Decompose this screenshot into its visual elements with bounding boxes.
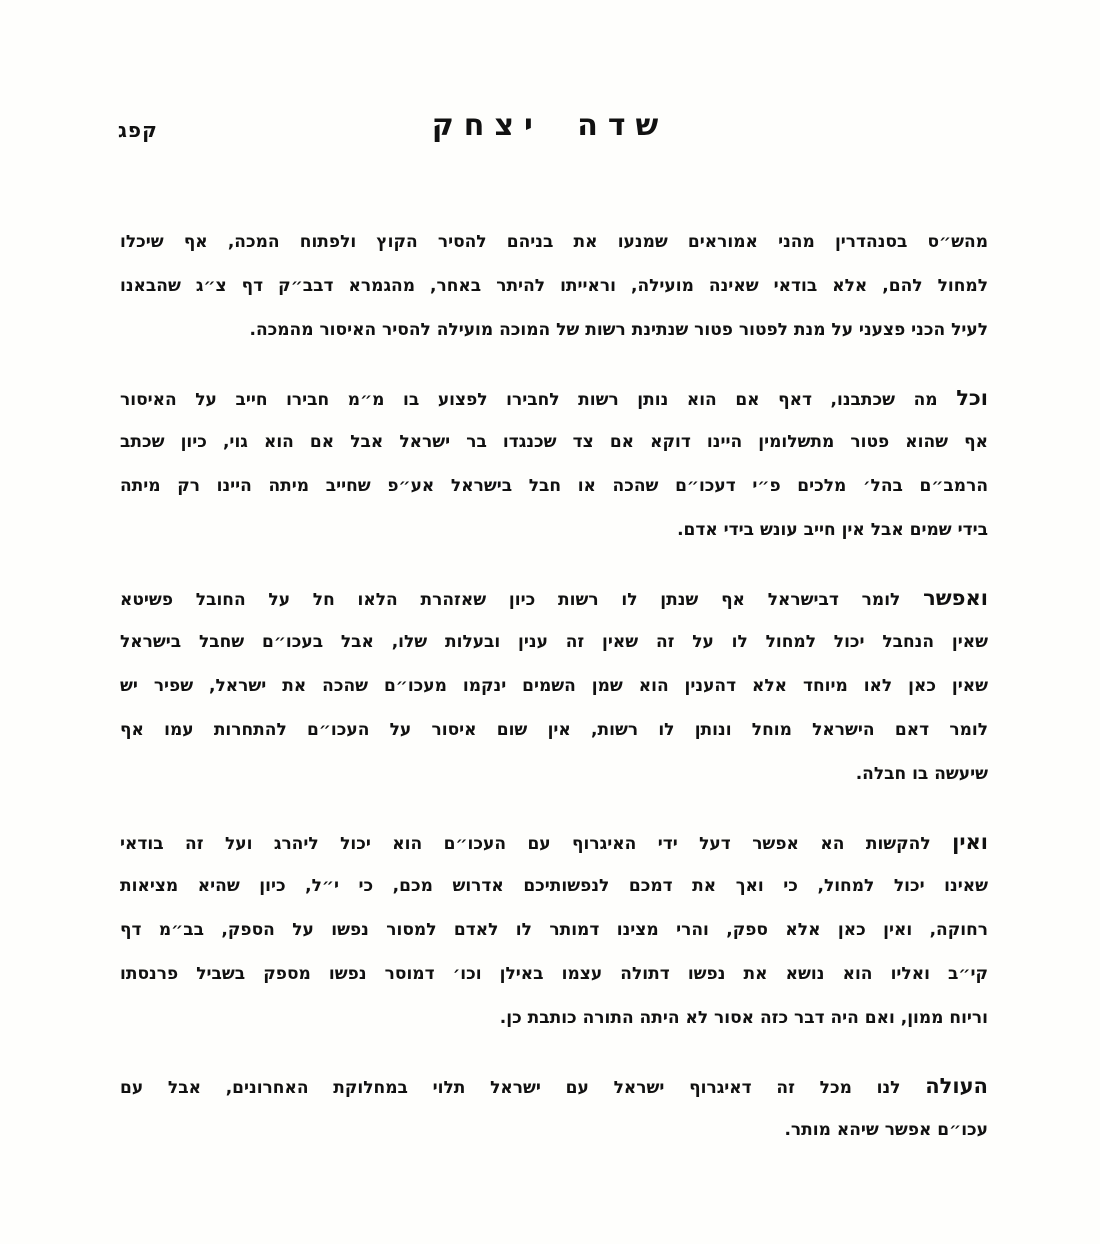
- text-line: בידי שמים אבל אין חייב עונש בידי אדם.: [677, 520, 988, 540]
- opening-word: ואפשר: [923, 586, 988, 610]
- line-text: לנו מכל זה דאיגרוף ישראל עם ישראל תלוי במחלוקת האחרונים, אבל עם: [120, 1078, 926, 1098]
- body-text: [120, 220, 988, 1176]
- paragraph-2: [120, 376, 988, 552]
- text-line: שאין כאן לאו מיוחד אלא דהענין הוא שמן השמים ינקמו מעכו״ם שהכה את ישראל, שפיר יש: [120, 676, 988, 696]
- text-line: הרמב״ם בהל׳ מלכים פ״י דעכו״ם שהכה או חבל בישראל אע״פ שחייב מיתה היינו רק מיתה: [120, 476, 988, 496]
- opening-word: ואין: [952, 830, 988, 854]
- text-line: רחוקה, ואין כאן אלא ספק, והרי מצינו דמותר לו לאדם למסור נפשו על הספק, בב״מ דף: [120, 920, 988, 940]
- paragraph-4: [120, 820, 988, 1040]
- text-line: [120, 820, 988, 864]
- opening-word: העולה: [925, 1074, 988, 1098]
- text-line: לעיל הכני פצעני על מנת לפטור פטור שנתינת רשות של המוכה מועילה להסיר האיסור מהמכה.: [249, 320, 988, 340]
- page-number: קפג: [118, 118, 158, 142]
- text-line: שאין הנחבל יכול למחול לו על זה שאין זה ענין ובעלות שלו, אבל בעכו״ם שחבל בישראל: [120, 632, 988, 652]
- paragraph-5: [120, 1064, 988, 1152]
- text-line: מהש״ס בסנהדרין מהני אמוראים שמנעו את בניהם להסיר הקוץ ולפתוח המכה, אף שיכלו: [120, 232, 988, 252]
- text-line: קי״ב ואליו הוא נושא את נפשו דתולה עצמו באילן וכו׳ דמוסר נפשו מספק בשביל פרנסתו: [120, 964, 988, 984]
- text-line: למחול להם, אלא בודאי שאינה מועילה, וראייתו להיתר באחר, מהגמרא דבב״ק דף צ״ג שהבאנו: [120, 276, 988, 296]
- text-line: לומר דאם הישראל מוחל ונותן לו רשות, אין שום איסור על העכו״ם להתחרות עמו אף: [120, 720, 988, 740]
- text-line: [120, 1064, 988, 1108]
- line-text: לומר דבישראל אף שנתן לו רשות כיון שאזהרת הלאו חל על החובל פשיטא: [120, 590, 924, 610]
- text-line: שאינו יכול למחול, כי ואך את דמכם לנפשותיכם אדרוש מכם, כי י״ל, כיון שהיא מציאות: [120, 876, 988, 896]
- opening-word: וכל: [956, 386, 988, 410]
- text-line: [120, 376, 988, 420]
- text-line: עכו״ם אפשר שיהא מותר.: [784, 1120, 988, 1140]
- text-line: שיעשה בו חבלה.: [855, 764, 988, 784]
- paragraph-1: [120, 220, 988, 352]
- text-line: [120, 576, 988, 620]
- text-line: אף שהוא פטור מתשלומין היינו דוקא אם צד שכנגדו בר ישראל אבל אם הוא גוי, כיון שכתב: [120, 432, 988, 452]
- text-line: וריוח ממון, ואם היה דבר כזה אסור לא היתה התורה כותבת כן.: [499, 1008, 988, 1028]
- paragraph-3: [120, 576, 988, 796]
- line-text: מה שכתבנו, דאף אם הוא נותן רשות לחבירו לפצוע בו מ״מ חבירו חייב על האיסור: [120, 390, 957, 410]
- line-text: להקשות הא אפשר דעל ידי האיגרוף עם העכו״ם הוא יכול ליהרג ועל זה בודאי: [120, 834, 953, 854]
- page-header: [60, 108, 1040, 158]
- page-title: שדה יצחק: [431, 108, 669, 143]
